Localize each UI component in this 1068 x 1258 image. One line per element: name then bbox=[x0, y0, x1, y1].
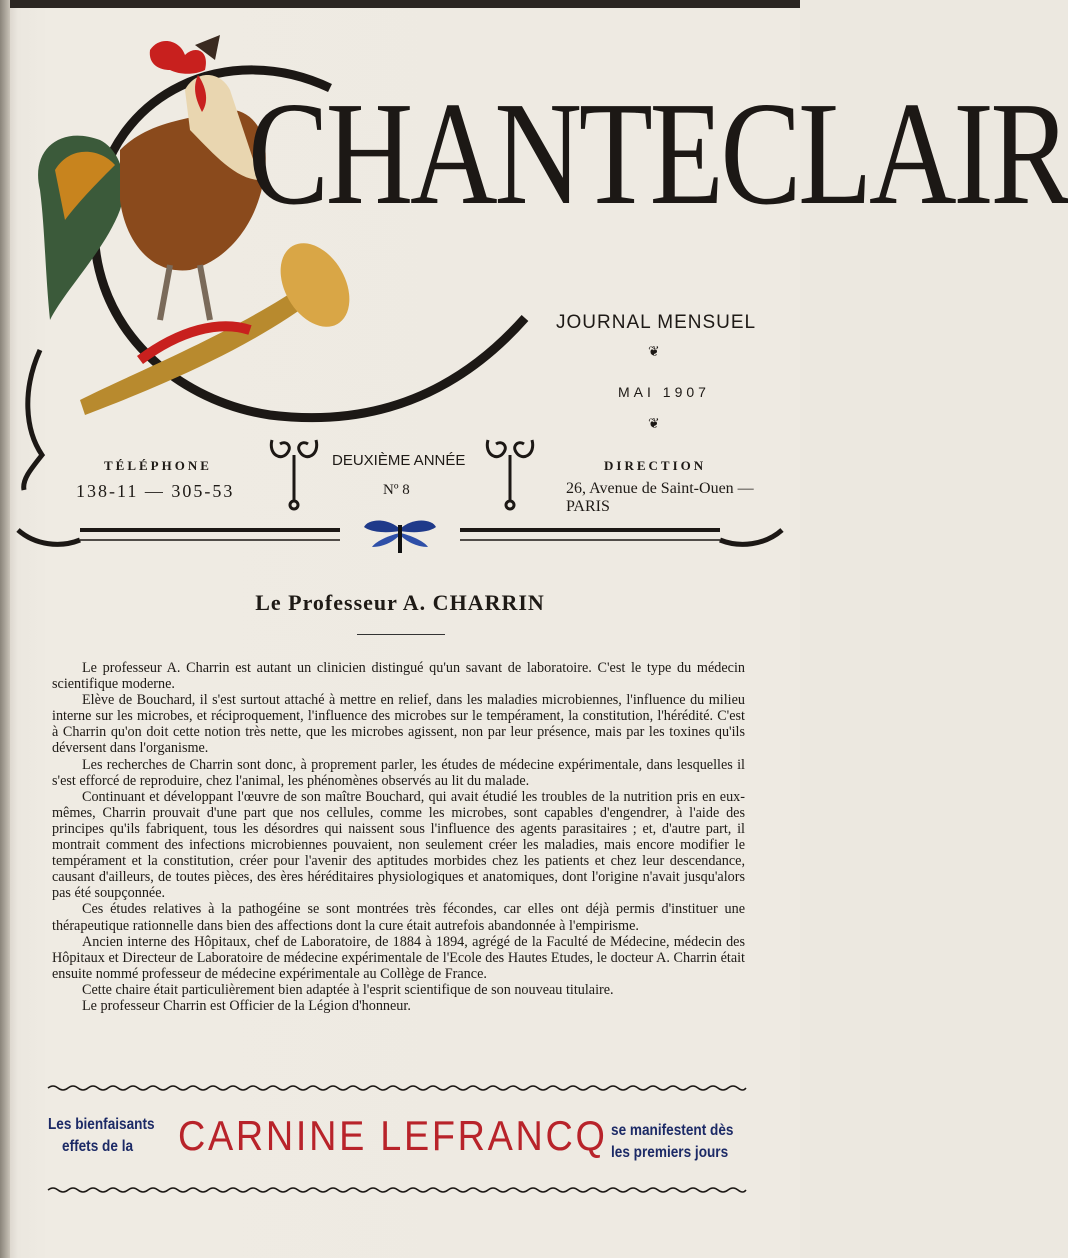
article-paragraph: Cette chaire était particulièrement bien adaptée à l'esprit scientifique de son nouveau titulaire. bbox=[82, 981, 614, 998]
article-body bbox=[52, 660, 745, 1014]
article-paragraph: Elève de Bouchard, il s'est surtout attaché à mettre en relief, dans les maladies microbiennes, l'influence du milieu interne sur les microbes, et réciproquement, l'influence des microbes sur le tempérament, la constitution, l'hérédité. C'est à Charrin qu'on doit cette notion très nette, que les microbes agissent, non par leur présence, mais par les toxines qu'ils déversent dans l'organisme. bbox=[52, 692, 745, 757]
title-rule bbox=[357, 634, 445, 635]
article-paragraph: Le professeur A. Charrin est autant un clinicien distingué qu'un savant de laboratoire. C'est le type du médecin scientifique moderne. bbox=[52, 660, 745, 693]
dragonfly-icon bbox=[362, 515, 438, 555]
year-label: DEUXIÈME ANNÉE bbox=[332, 452, 466, 469]
masthead bbox=[0, 0, 1068, 570]
article-paragraph: Ancien interne des Hôpitaux, chef de Laboratoire, de 1884 à 1894, agrégé de la Faculté de Médecine, médecin des Hôpitaux et Directeur de Laboratoire de médecine expérimentale de l'Ecole des Hautes Etudes, le docteur A. Charrin était ensuite nommé professeur de médecine expérimentale au Collège de France. bbox=[52, 933, 745, 982]
wave-divider-bottom bbox=[48, 1186, 746, 1194]
issue-number: Nº 8 bbox=[383, 482, 410, 498]
ad-left-line2: effets de la bbox=[62, 1138, 134, 1155]
telephone-numbers: 138-11 — 305-53 bbox=[76, 481, 235, 501]
issue-date: MAI 1907 bbox=[618, 384, 710, 400]
small-ornament-icon: ❦ bbox=[648, 345, 660, 360]
article-paragraph: Les recherches de Charrin sont donc, à proprement parler, les études de médecine expérimentale, dans lesquelles il s'est efforcé de reproduire, chez l'animal, les phénomènes observés au lit du malade. bbox=[52, 756, 745, 789]
wave-divider-top bbox=[48, 1084, 746, 1092]
ad-right-line1: se manifestent dès bbox=[611, 1122, 734, 1139]
advertisement bbox=[0, 1096, 800, 1196]
article-paragraph: Ces études relatives à la pathogéine se sont montrées très fécondes, car elles ont déjà permis d'instituer une thérapeutique rationnelle dans bien des affections dont la cure était autrefois abandonnée à l'empirisme. bbox=[52, 901, 745, 934]
small-ornament-icon: ❦ bbox=[648, 417, 660, 432]
article-paragraph: Le professeur Charrin est Officier de la Légion d'honneur. bbox=[82, 997, 411, 1014]
masthead-title: CHANTECLAIR bbox=[248, 72, 1068, 236]
journal-subtitle: JOURNAL MENSUEL bbox=[556, 312, 757, 333]
ad-left-line1: Les bienfaisants bbox=[48, 1116, 155, 1133]
direction-label: DIRECTION bbox=[604, 458, 707, 473]
ad-right-line2: les premiers jours bbox=[611, 1144, 729, 1161]
telephone-label: TÉLÉPHONE bbox=[104, 458, 212, 473]
article-paragraph: Continuant et développant l'œuvre de son maître Bouchard, qui avait étudié les troubles de la nutrition pris en eux-mêmes, Charrin prouvait d'une part que nos cellules, comme les microbes, sont capables d'engendrer, à l'aide des principes qu'ils fabriquent, tous les désordres qui naissent sous l'influence des agents parasitaires ; et, d'autre part, il montrait comment des infections microbiennes pouvaient, non seulement créer les maladies, mais encore modifier le tempérament et la constitution, créer pour l'avenir des aptitudes morbides chez les patients et chez leur descendance, causant d'ailleurs, de toutes pièces, des ères héréditaires physiologiques et anatomiques, dont l'origine n'avait jusqu'alors pas été soupçonnée. bbox=[52, 788, 745, 902]
address: 26, Avenue de Saint-Ouen — PARIS bbox=[566, 480, 754, 515]
article-title: Le Professeur A. CHARRIN bbox=[255, 590, 545, 615]
ad-product-name: CARNINE LEFRANCQ bbox=[178, 1112, 608, 1159]
